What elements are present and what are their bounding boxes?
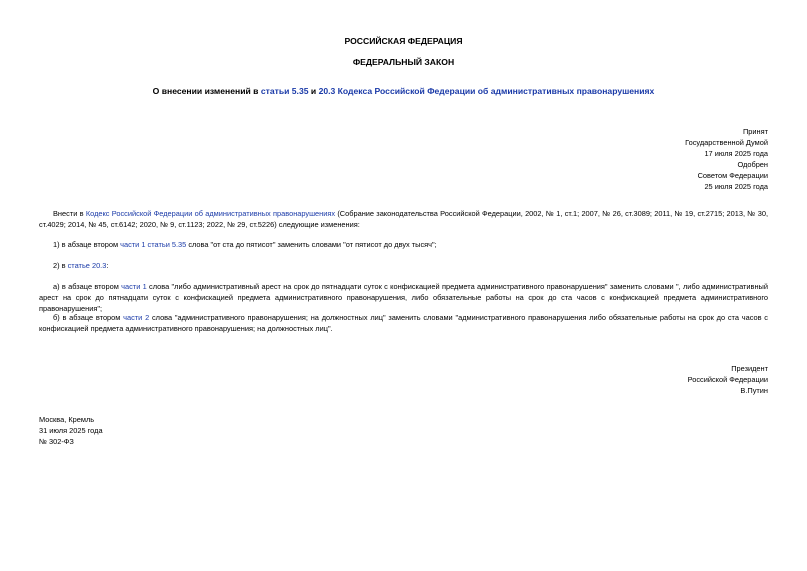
link-koap-code[interactable]: Кодекс Российской Федерации об административных правонарушениях — [85, 209, 336, 218]
intro-pre: Внести в — [53, 209, 86, 218]
item2-pre: 2) в — [53, 261, 68, 270]
link-part-1[interactable]: части 1 — [121, 282, 147, 291]
paragraph-item-1 — [39, 239, 768, 250]
signing-place: Москва, Кремль — [39, 415, 95, 424]
item1-post: слова "от ста до пятисот" заменить словами "от пятисот до двух тысяч"; — [186, 240, 437, 249]
link-part-1-article-5-35[interactable]: части 1 статьи 5.35 — [120, 240, 187, 249]
approval-line: Одобрен — [737, 160, 768, 169]
law-number: № 302-ФЗ — [39, 437, 74, 446]
title-link-article-20-3[interactable]: 20.3 Кодекса Российской Федерации об административных правонарушениях — [318, 86, 655, 96]
adoption-block — [685, 126, 768, 192]
intro-post: (Собрание законодательства Российской Федерации, 2002, № 1, ст.1; 2007, № 26, ст.3089; 2011, № 19, ст.2715; 2013, № 30, ст.4029; 2014, № 45, ст.6142; 2020, № 9, ст.1123; 2022, № 29, ст.5226) следующие изменения: — [39, 209, 768, 229]
approval-date: 25 июля 2025 года — [704, 182, 768, 191]
item2b-pre: б) в абзаце втором — [53, 313, 124, 322]
link-part-2[interactable]: части 2 — [123, 313, 150, 322]
document-law-type-heading: ФЕДЕРАЛЬНЫЙ ЗАКОН — [352, 57, 455, 67]
signatory-country: Российской Федерации — [687, 375, 768, 384]
title-link-article-5-35[interactable]: статьи 5.35 — [260, 86, 309, 96]
signatory-name: В.Путин — [740, 386, 768, 395]
approval-line: Советом Федерации — [697, 171, 768, 180]
item2a-pre: а) в абзаце втором — [53, 282, 122, 291]
paragraph-item-2b — [39, 312, 768, 334]
paragraph-item-2 — [39, 260, 768, 271]
title-and: и — [308, 86, 319, 96]
item2a-post: слова "либо административный арест на срок до пятнадцати суток с конфискацией предмета административного правонарушения" заменить словами ", либо административный арест на срок до пятнадцати суток с конфискацией предмета административного правонарушения, либо обязательные работы на срок до ста часов с конфискацией предмета административного правонарушения"; — [39, 282, 768, 313]
place-date-block — [39, 414, 103, 447]
paragraph-item-2a — [39, 281, 768, 314]
signature-block — [688, 363, 768, 396]
link-article-20-3[interactable]: статье 20.3 — [67, 261, 107, 270]
document-federation-heading: РОССИЙСКАЯ ФЕДЕРАЦИЯ — [344, 36, 463, 46]
item1-pre: 1) в абзаце втором — [53, 240, 121, 249]
title-prefix: О внесении изменений в — [152, 86, 261, 96]
document-title — [0, 86, 807, 97]
adoption-line: Принят — [742, 127, 768, 136]
adoption-line: Государственной Думой — [685, 138, 768, 147]
signing-date: 31 июля 2025 года — [39, 426, 103, 435]
signatory-title: Президент — [731, 364, 768, 373]
paragraph-intro — [39, 208, 768, 230]
adoption-date: 17 июля 2025 года — [704, 149, 768, 158]
item2b-post: слова "административного правонарушения; на должностных лиц" заменить словами "административного правонарушения либо обязательные работы на срок до ста часов с конфискацией предмета административного правонарушения; на должностных лиц". — [39, 313, 768, 333]
item2-post: : — [106, 261, 109, 270]
